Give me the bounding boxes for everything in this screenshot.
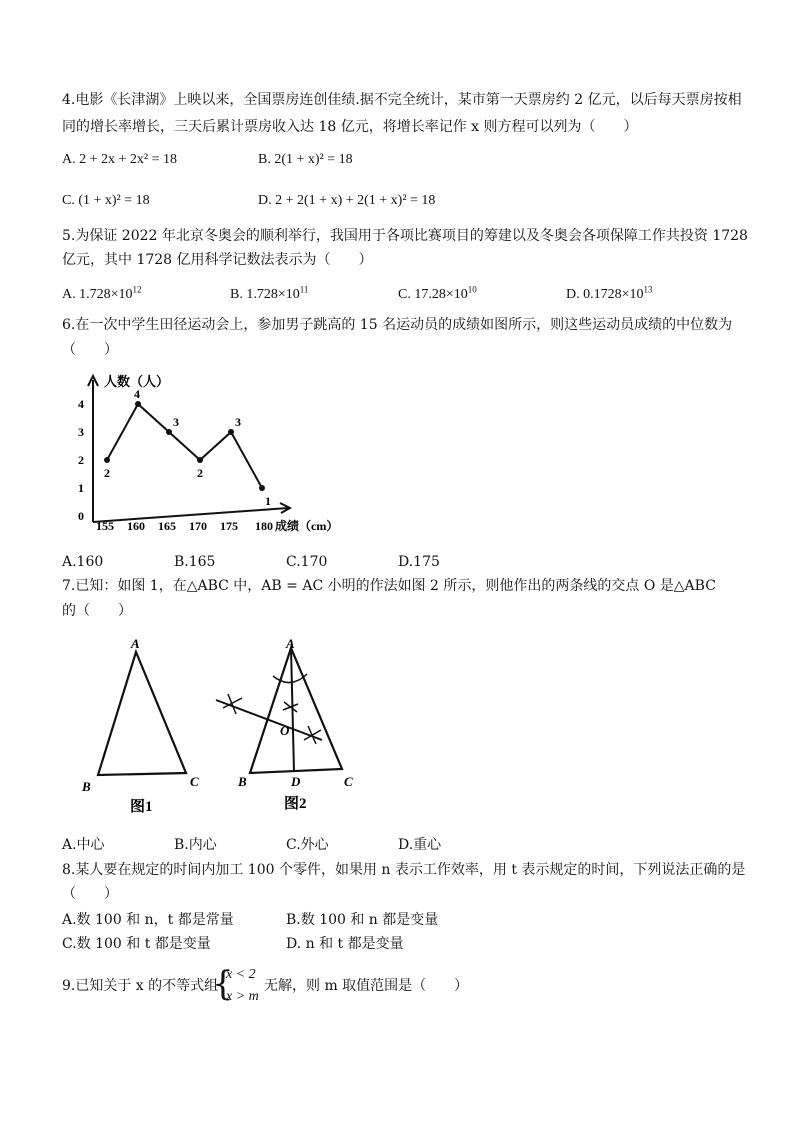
q8-option-a: A.数 100 和 n，t 都是常量 [62,912,234,928]
perpendicular-bisector [216,700,322,740]
fig2-label-a: A [286,636,295,651]
figure-2-construction [216,636,353,812]
q7-stem-line2: 的（ ） [62,603,132,619]
fig2-label-d: D [291,774,301,789]
q6-option-a: A.160 [62,554,104,570]
y-tick-label: 2 [78,453,84,467]
q4-option-a: A. 2 + 2x + 2x² = 18 [62,152,177,167]
q5-option-d-exponent: 13 [643,284,653,295]
q6-option-c: C.170 [286,554,328,570]
fig1-label-c: C [190,774,199,789]
q4-option-c: C. (1 + x)² = 18 [62,193,150,208]
x-tick-label: 165 [158,519,176,533]
fig2-label-b: B [238,774,247,789]
y-tick-label: 4 [78,397,84,411]
data-label: 3 [235,415,241,429]
q9-inequality-2: x > m [226,989,259,1004]
q8-stem-line1: 8.某人要在规定的时间内加工 100 个零件，如果用 n 表示工作效率，用 t 表示规定的时间，下列说法正确的是 [62,862,746,878]
q4-option-d: D. 2 + 2(1 + x) + 2(1 + x)² = 18 [258,193,436,208]
x-tick-label: 175 [220,519,238,533]
q5-option-b [230,285,308,305]
x-tick-label: 170 [189,519,207,533]
q6-option-d: D.175 [398,554,440,570]
x-tick-label: 155 [96,519,114,533]
fig2-label-c: C [344,774,353,789]
fig1-label-a: A [131,636,140,651]
arc-mark-mid [283,702,298,712]
q6-stem-line2: （ ） [62,342,118,358]
data-point [135,401,141,407]
q5-option-d [566,285,653,305]
fig1-label-b: B [82,779,91,794]
q4-stem-line2: 同的增长率增长，三天后累计票房收入达 18 亿元，将增长率记作 x 则方程可以列为（ ） [62,119,638,135]
data-label: 2 [197,466,203,480]
q5-option-d-base: D. 0.1728×10 [566,287,644,302]
y-tick-label: 1 [78,481,84,495]
data-label: 3 [173,415,179,429]
triangle-abc [98,652,186,775]
y-tick-label: 3 [78,425,84,439]
q5-stem-line1: 5.为保证 2022 年北京冬奥会的顺利举行，我国用于各项比赛项目的筹建以及冬奥会各项保障工作共投资 1728 [62,228,748,244]
data-label: 1 [265,494,271,508]
q7-option-d: D.重心 [398,837,442,853]
y-axis-title: 人数（人） [104,374,170,389]
q8-option-b: B.数 100 和 n 都是变量 [286,912,439,928]
data-label: 2 [104,466,110,480]
figure-1-triangle [81,636,199,815]
q7-option-c: C.外心 [286,837,329,853]
system-brace: { [212,964,234,1004]
x-tick-label: 180 [255,519,273,533]
figure-2-caption: 图2 [284,796,307,812]
q5-option-b-exponent: 11 [299,284,309,295]
data-point [228,429,234,435]
data-label: 4 [134,387,140,401]
q4-stem-line1: 4.电影《长津湖》上映以来，全国票房连创佳绩.据不完全统计，某市第一天票房约 2 亿元，以后每天票房按相 [62,92,742,108]
q5-option-a-exponent: 12 [132,284,142,295]
q7-figures [70,628,390,828]
q9-stem-prefix: 9.已知关于 x 的不等式组 [62,978,219,994]
q5-stem-line2: 亿元，其中 1728 亿用科学记数法表示为（ ） [62,252,373,268]
x-axis-title: 成绩（cm） [275,519,339,533]
q6-stem-line1: 6.在一次中学生田径运动会上，参加男子跳高的 15 名运动员的成绩如图所示，则这些运动员成绩的中位数为 [62,317,733,333]
q7-option-b: B.内心 [174,837,217,853]
q8-option-c: C.数 100 和 t 都是变量 [62,936,211,952]
q4-option-b: B. 2(1 + x)² = 18 [258,152,353,167]
q5-option-c-exponent: 10 [467,284,477,295]
q5-option-a [62,285,142,305]
fig2-label-o: O [280,723,290,738]
q5-option-c-base: C. 17.28×10 [398,287,468,302]
data-point [259,485,265,491]
q6-option-b: B.165 [174,554,216,570]
q9-stem-suffix: 无解，则 m 取值范围是（ ） [264,978,469,994]
q5-option-c [398,285,477,305]
q9-inequality-1: x < 2 [226,967,256,982]
data-point [197,457,203,463]
data-point [104,457,110,463]
y-tick-label: 0 [78,509,84,523]
q5-option-a-base: A. 1.728×10 [62,287,133,302]
figure-1-caption: 图1 [130,799,153,815]
q7-option-a: A.中心 [62,837,105,853]
data-point [166,429,172,435]
x-tick-label: 160 [127,519,145,533]
q5-option-b-base: B. 1.728×10 [230,287,300,302]
q7-stem-line1: 7.已知：如图 1，在△ABC 中，AB = AC 小明的作法如图 2 所示，则他作出的两条线的交点 O 是△ABC [62,578,716,594]
q8-option-d: D. n 和 t 都是变量 [286,936,404,952]
q8-stem-line2: （ ） [62,886,118,902]
q6-line-chart [70,368,360,538]
